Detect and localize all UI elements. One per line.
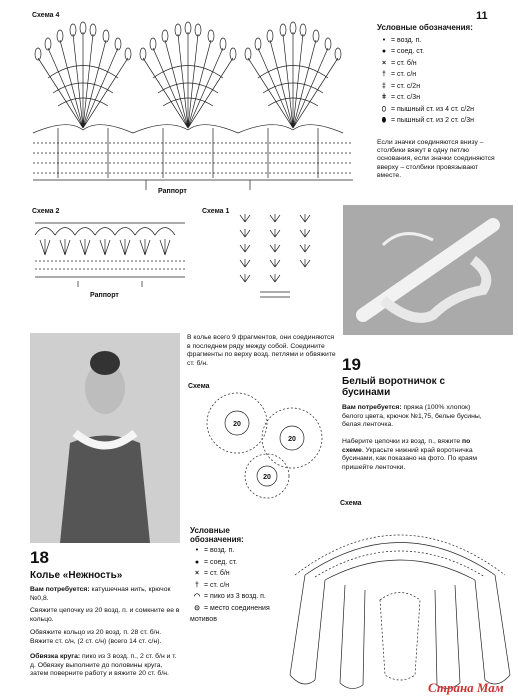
item-18-need-label: Вам потребуется: <box>30 586 90 593</box>
legend-bottom-title: Условные обозначения: <box>190 526 244 544</box>
legend-symbol-icon: ⊙ <box>194 604 200 612</box>
legend-symbol-icon: × <box>381 59 387 67</box>
scheme-2-rapport: Раппорт <box>90 292 119 299</box>
legend-symbol-icon: ‡ <box>382 82 386 90</box>
item-19-title: Белый воротничок с бусинами <box>342 376 446 398</box>
legend-item <box>190 557 290 569</box>
legend-symbol-icon: ● <box>381 48 387 55</box>
item-18-step-3-text: пико из 3 возд. п., 2 ст. б/н и т. д. Обвязку выполните до половины круга, затем поверните работу и вяжите 20 ст. б/н. <box>30 653 177 678</box>
legend-text: = место соединения мотивов <box>190 604 270 623</box>
scheme-2-label: Схема 2 <box>32 208 60 215</box>
legend-text: = возд. п. <box>391 36 422 44</box>
legend-item <box>377 58 512 70</box>
circle-center-label: 20 <box>233 421 241 428</box>
item-19-need-text: пряжа (100% хлопок) белого цвета, крючок №1,75, белые бусины, белая ленточка. <box>342 404 482 429</box>
legend-item <box>377 92 512 104</box>
legend-text: = пышный ст. из 4 ст. с/2н <box>391 105 474 113</box>
legend-item <box>377 115 512 127</box>
scheme-1-label: Схема 1 <box>202 208 230 215</box>
collar-photo <box>343 205 513 335</box>
legend-text: = пышный ст. из 2 ст. с/3н <box>391 117 474 124</box>
circle-center-label: 20 <box>263 474 271 481</box>
legend-text: = ст. с/н <box>391 71 417 78</box>
legend-item <box>377 104 512 116</box>
legend-item <box>190 580 290 592</box>
item-18-need-text: катушечная нить, крючок №0,8. <box>30 586 171 602</box>
legend-item <box>377 69 512 81</box>
legend-bottom <box>190 526 290 626</box>
legend-item <box>377 81 512 93</box>
item-19-text: Наберите цепочки из возд. п., вяжите <box>342 438 463 445</box>
item-18-step-3 <box>30 653 180 679</box>
legend-text: = соед. ст. <box>391 48 425 55</box>
item-18-step-1: Свяжите цепочку из 20 возд. п. и сомкните ее в кольцо. <box>30 607 180 623</box>
legend-item <box>190 545 290 557</box>
legend-text: = ст. б/н <box>204 570 230 577</box>
item-18-title: Колье «Нежность» <box>30 570 123 581</box>
circle-scheme-diagram <box>192 388 342 503</box>
legend-top <box>377 22 512 181</box>
legend-item <box>377 46 512 58</box>
legend-text: = ст. с/2н <box>391 82 421 90</box>
page-number: 11 <box>476 10 488 22</box>
scheme-4-label: Схема 4 <box>32 12 60 19</box>
item-18-step-3-label: Обвязка круга: <box>30 653 81 660</box>
legend-symbol-icon: ⬯ <box>381 105 387 113</box>
collar-scheme-label: Схема <box>340 500 362 507</box>
watermark: Страна Мам <box>428 680 504 695</box>
legend-symbol-icon: † <box>382 71 386 78</box>
legend-text: = ст. с/3н <box>391 94 421 101</box>
legend-text: = возд. п. <box>204 547 235 554</box>
item-19-number: 19 <box>342 355 361 374</box>
scheme-2-diagram <box>30 215 190 295</box>
legend-item <box>377 35 512 47</box>
legend-symbol-icon: • <box>382 36 386 44</box>
collar-scheme-diagram <box>285 505 515 690</box>
legend-symbol-icon: ⬮ <box>381 117 387 124</box>
circle-scheme-label: Схема <box>188 383 210 390</box>
legend-top-note: Если значки соединяются внизу – столбики вяжут в одну петлю основания, если значки соединяются вверху – столбики провязывают вместе. <box>377 138 495 180</box>
legend-symbol-icon: ◠ <box>193 593 201 600</box>
legend-text: = ст. с/н <box>204 581 230 589</box>
scheme-4-rapport: Раппорт <box>158 188 187 195</box>
legend-item <box>190 591 290 603</box>
circle-center-label: 20 <box>288 436 296 443</box>
legend-symbol-icon: × <box>194 570 200 577</box>
item-19-need-label: Вам потребуется: <box>342 404 402 411</box>
legend-symbol-icon: † <box>195 581 199 589</box>
item-18-number: 18 <box>30 548 49 567</box>
legend-symbol-icon: ǂ <box>381 94 387 101</box>
item-19-materials <box>342 404 492 430</box>
item-19-scheme-ref: по схеме <box>342 438 471 454</box>
legend-text: = пико из 3 возд. п. <box>204 593 266 600</box>
item-18-step-2: Обвяжите кольцо из 20 возд. п. 28 ст. б/н. Вяжите ст. с/н, (2 ст. с/н) (всего 14 ст. с/н). <box>30 629 162 645</box>
legend-text: = ст. б/н <box>391 59 417 67</box>
scheme-1-diagram <box>230 212 325 302</box>
item-19-instructions <box>342 438 492 472</box>
legend-item <box>190 603 290 626</box>
legend-symbol-icon: • <box>195 547 199 554</box>
assembly-text: В колье всего 9 фрагментов, они соединяются в последнем ряду между собой. Соедините фрагменты по верху возд. петлями и обвяжите ст. б/н. <box>187 334 336 367</box>
legend-item <box>190 568 290 580</box>
item-18-materials <box>30 586 180 603</box>
legend-top-title: Условные обозначения: <box>377 23 473 32</box>
legend-symbol-icon: ● <box>194 558 200 566</box>
legend-text: = соед. ст. <box>204 558 238 566</box>
item-19-text: . Украсьте нижний край воротничка бусинами, как показано на фото. По краям пришейте ленточки. <box>342 446 478 471</box>
scheme-4-diagram <box>28 18 368 198</box>
model-photo <box>30 333 180 543</box>
